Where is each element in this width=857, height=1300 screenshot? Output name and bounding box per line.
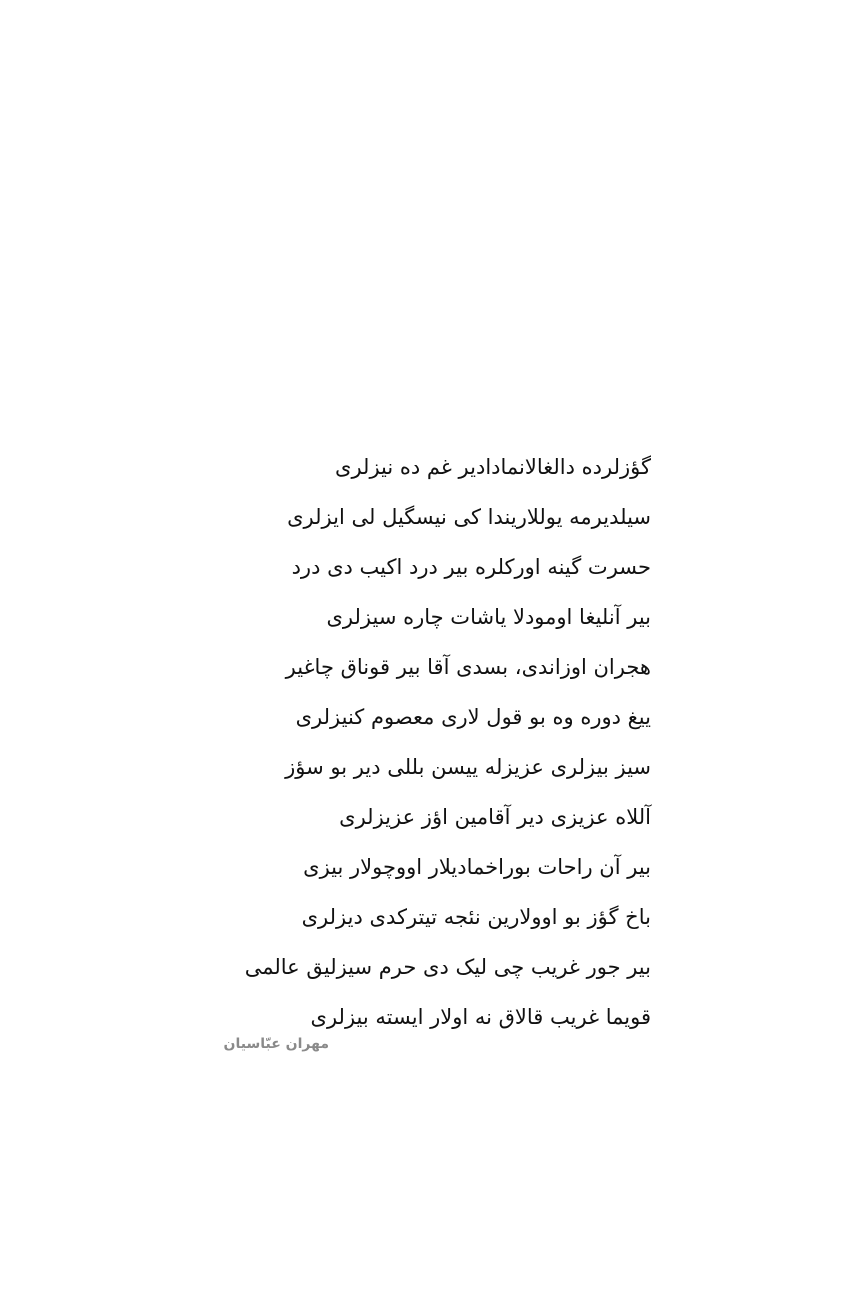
poem-verse-7: سیز بیزلری عزیزله ییسن بللی دیر بو سؤز (285, 755, 651, 779)
poem-verse-8: آللاه عزیزی دیر آقامین اؤز عزیزلری (339, 805, 651, 829)
poem-verse-4: بیر آنلیغا اومودلا یاشات چاره سیزلری (326, 605, 651, 629)
poem-verse-10: باخ گؤز بو اوولارین نئجه تیترکدی دیزلری (301, 905, 651, 929)
poem (91, 444, 651, 1044)
poem-verse-12: قویما غریب قالاق نه اولار ایسته بیزلری (310, 1005, 651, 1029)
poem-verse-9: بیر آن راحات بوراخمادیلار اووچولار بیزی (303, 855, 651, 879)
poem-author: مهران عبّاسیان (223, 1036, 329, 1052)
poem-verse-5: هجران اوزاندی، بسدی آقا بیر قوناق چاغیر (285, 655, 651, 679)
poem-verse-2: سیلدیرمه یوللاریندا کی نیسگیل لی ایزلری (287, 505, 651, 529)
poem-verse-3: حسرت گینه اورکلره بیر درد اکیب دی درد (291, 555, 651, 579)
poem-verse-11: بیر جور غریب چی لیک دی حرم سیزلیق عالمی (244, 955, 651, 979)
poem-verse-6: ییغ دوره وه بو قول لاری معصوم کنیزلری (295, 705, 651, 729)
poem-verse-1: گؤزلرده دالغالانمادادیر غم ده نیزلری (335, 455, 651, 479)
